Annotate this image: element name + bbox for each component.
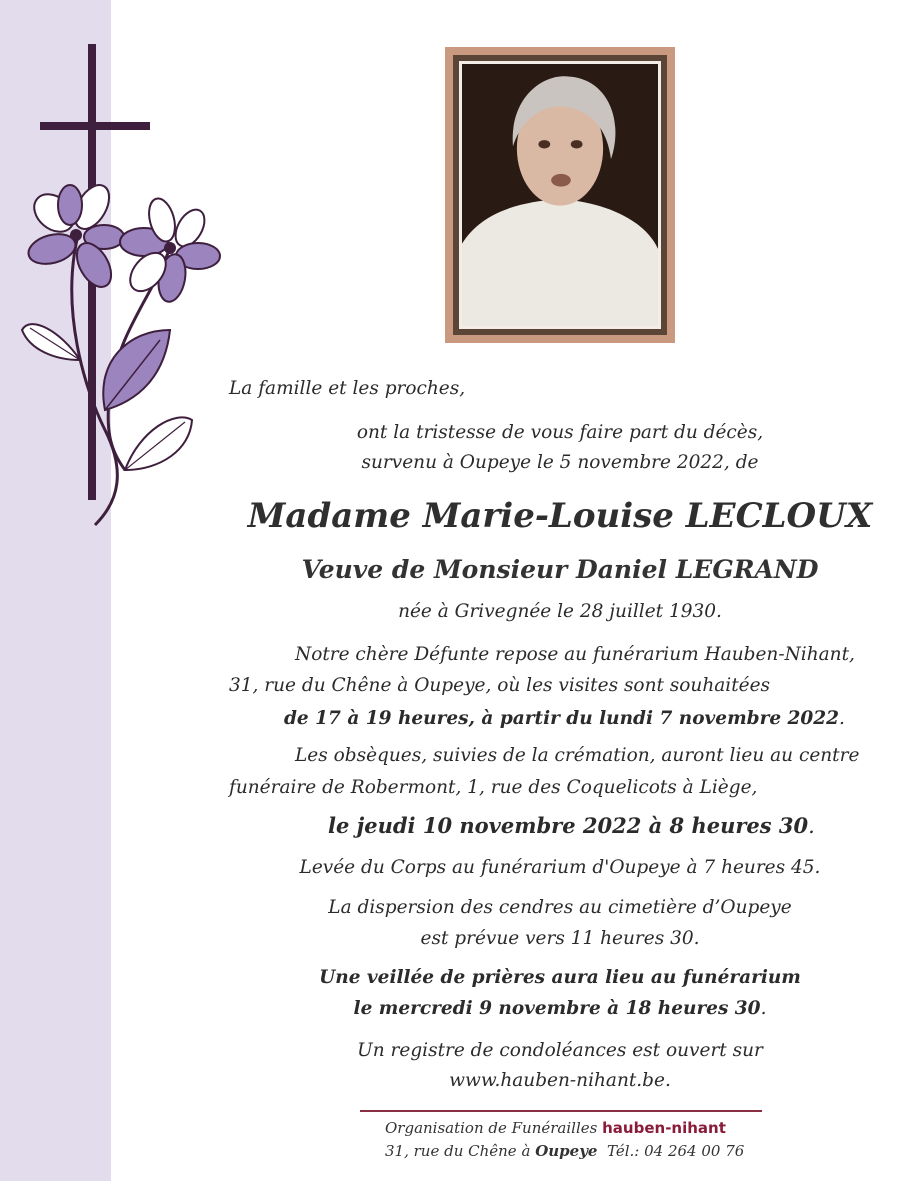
footer-address-line bbox=[385, 1141, 744, 1161]
funeral-date: le jeudi 10 novembre 2022 à 8 heures 30 bbox=[328, 813, 809, 838]
register-line-1: Un registre de condoléances est ouvert sur bbox=[357, 1040, 763, 1061]
brand-logo: hauben-nihant bbox=[602, 1119, 726, 1137]
announce-line-1: ont la tristesse de vous faire part du décès, bbox=[356, 422, 764, 443]
birth-line: née à Grivegnée le 28 juillet 1930. bbox=[398, 601, 722, 622]
funeral-date-line: le jeudi 10 novembre 2022 à 8 heures 30. bbox=[328, 813, 815, 838]
levee-line: Levée du Corps au funérarium d'Oupeye à 7 heures 45. bbox=[299, 857, 821, 878]
visit-hours: de 17 à 19 heures, à partir du lundi 7 novembre 2022 bbox=[284, 708, 840, 729]
rest-line-2: 31, rue du Chêne à Oupeye, où les visites sont souhaitées bbox=[229, 675, 771, 696]
footer-divider bbox=[360, 1110, 762, 1112]
cross-with-flowers-icon bbox=[0, 30, 240, 550]
footer-phone: Tél.: 04 264 00 76 bbox=[607, 1142, 745, 1160]
visit-hours-line: de 17 à 19 heures, à partir du lundi 7 novembre 2022. bbox=[284, 708, 845, 729]
deceased-name: Madame Marie-Louise LECLOUX bbox=[247, 496, 873, 536]
footer-address-town: Oupeye bbox=[535, 1142, 598, 1160]
footer-org-label: Organisation de Funérailles bbox=[385, 1119, 598, 1137]
dispersion-line-2: est prévue vers 11 heures 30. bbox=[420, 928, 700, 949]
vigil-line-1: Une veillée de prières aura lieu au funérarium bbox=[319, 967, 801, 988]
rest-line-1: Notre chère Défunte repose au funérarium Hauben-Nihant, bbox=[295, 644, 855, 665]
funeral-line-2: funéraire de Robermont, 1, rue des Coquelicots à Liège, bbox=[229, 777, 758, 798]
intro-text: La famille et les proches, bbox=[229, 378, 466, 399]
spouse-line: Veuve de Monsieur Daniel LEGRAND bbox=[301, 555, 819, 584]
dispersion-line-1: La dispersion des cendres au cimetière d’Oupeye bbox=[328, 897, 792, 918]
vigil-line-2: le mercredi 9 novembre à 18 heures 30 bbox=[353, 998, 761, 1019]
portrait-photo bbox=[462, 64, 658, 326]
register-url[interactable]: www.hauben-nihant.be. bbox=[449, 1070, 671, 1091]
portrait-frame bbox=[445, 47, 675, 343]
footer-org-line bbox=[385, 1118, 726, 1138]
announce-line-2: survenu à Oupeye le 5 novembre 2022, de bbox=[361, 452, 759, 473]
funeral-line-1: Les obsèques, suivies de la crémation, auront lieu au centre bbox=[295, 745, 860, 766]
vigil-line-2-wrap: le mercredi 9 novembre à 18 heures 30. bbox=[353, 998, 767, 1019]
footer-address-prefix: 31, rue du Chêne à bbox=[385, 1142, 531, 1160]
